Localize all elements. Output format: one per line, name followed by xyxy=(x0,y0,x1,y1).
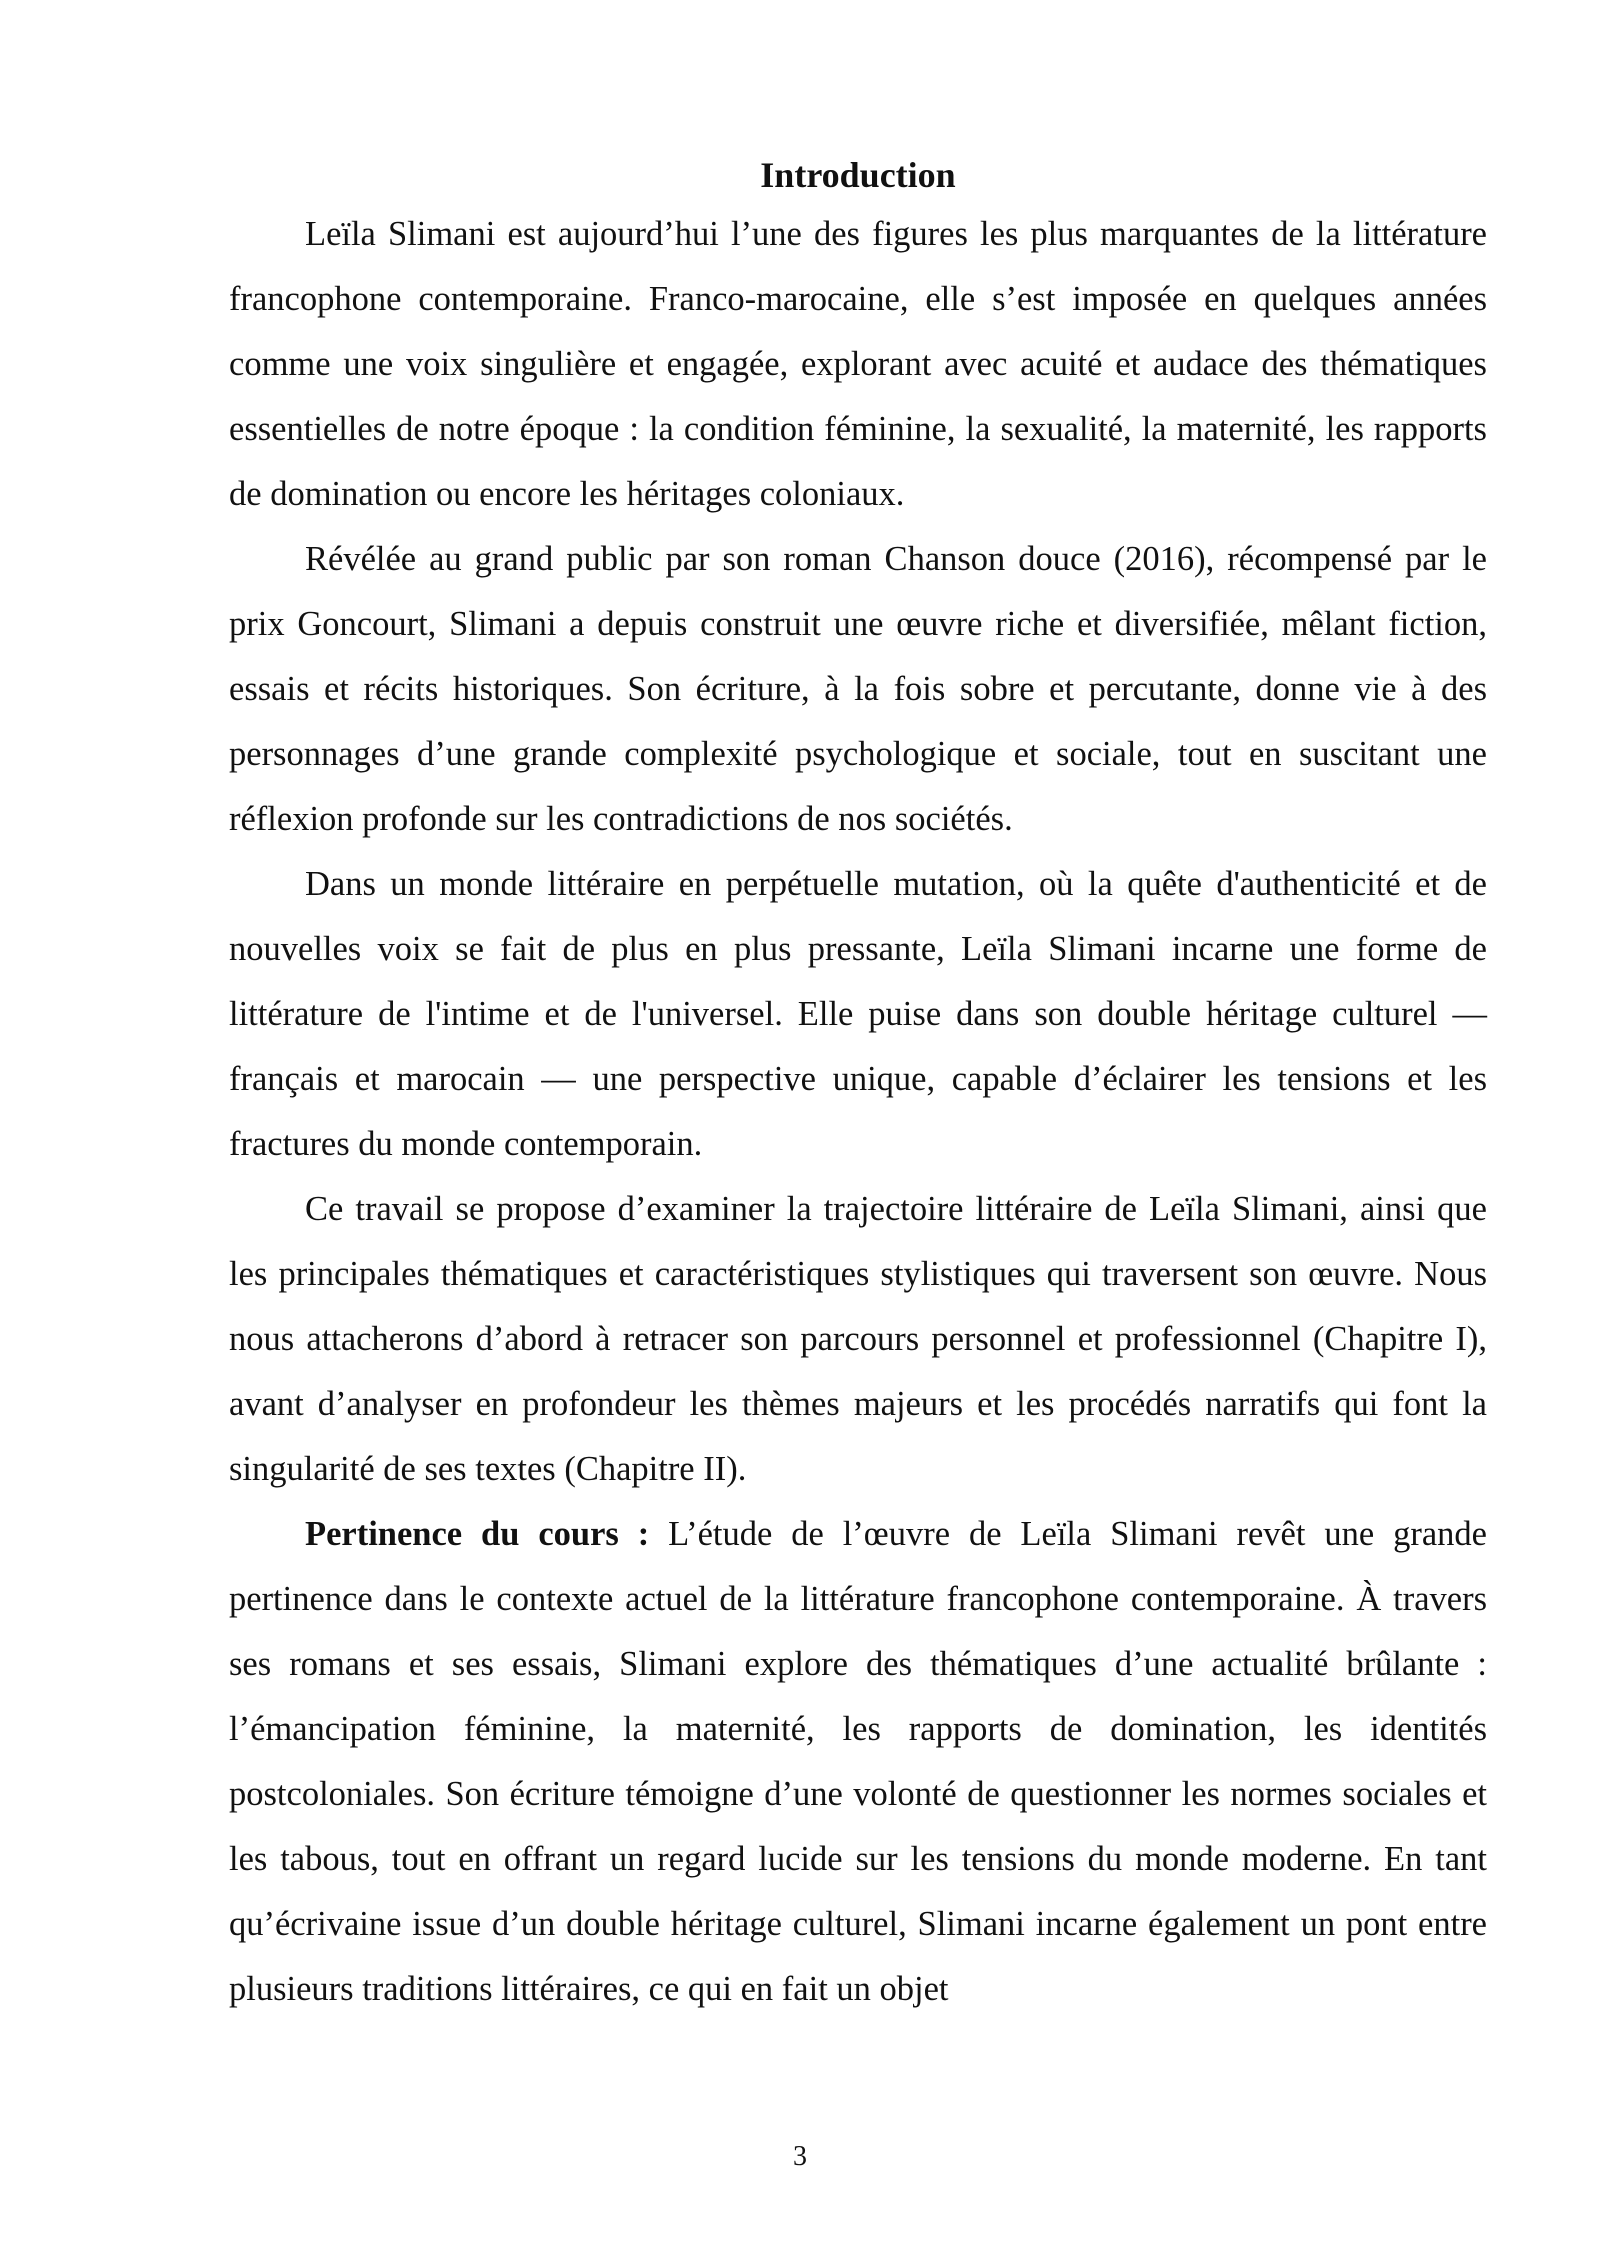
paragraph-5 xyxy=(229,1502,1487,2022)
paragraph-3-text: Dans un monde littéraire en perpétuelle mutation, où la quête d'authenticité et de nouvelles voix se fait de plus en plus pressante, Leïla Slimani incarne une forme de littérature de l'intime et de l'universel. Elle puise dans son double héritage culturel — français et marocain — une perspective unique, capable d’éclairer les tensions et les fractures du monde contemporain. xyxy=(229,865,1487,1163)
paragraph-3 xyxy=(229,852,1487,1177)
paragraph-1 xyxy=(229,202,1487,527)
page-number: 3 xyxy=(793,2141,807,2172)
paragraph-2 xyxy=(229,527,1487,852)
paragraph-5-text: L’étude de l’œuvre de Leïla Slimani revêt une grande pertinence dans le contexte actuel de la littérature francophone contemporaine. À travers ses romans et ses essais, Slimani explore des thématiques d’une actualité brûlante : l’émancipation féminine, la maternité, les rapports de domination, les identités postcoloniales. Son écriture témoigne d’une volonté de questionner les normes sociales et les tabous, tout en offrant un regard lucide sur les tensions du monde moderne. En tant qu’écrivaine issue d’un double héritage culturel, Slimani incarne également un pont entre plusieurs traditions littéraires, ce qui en fait un objet xyxy=(229,1515,1487,2008)
paragraph-5-lead: Pertinence du cours : xyxy=(305,1515,650,1553)
paragraph-1-text: Leïla Slimani est aujourd’hui l’une des figures les plus marquantes de la littérature francophone contemporaine. Franco-marocaine, elle s’est imposée en quelques années comme une voix singulière et engagée, explorant avec acuité et audace des thématiques essentielles de notre époque : la condition féminine, la sexualité, la maternité, les rapports de domination ou encore les héritages coloniaux. xyxy=(229,215,1487,513)
page-title: Introduction xyxy=(760,155,956,195)
page-body xyxy=(229,148,1487,2022)
paragraph-4-text: Ce travail se propose d’examiner la trajectoire littéraire de Leïla Slimani, ainsi que les principales thématiques et caractéristiques stylistiques qui traversent son œuvre. Nous nous attacherons d’abord à retracer son parcours personnel et professionnel (Chapitre I), avant d’analyser en profondeur les thèmes majeurs et les procédés narratifs qui font la singularité de ses textes (Chapitre II). xyxy=(229,1190,1487,1488)
paragraph-2-text: Révélée au grand public par son roman Chanson douce (2016), récompensé par le prix Goncourt, Slimani a depuis construit une œuvre riche et diversifiée, mêlant fiction, essais et récits historiques. Son écriture, à la fois sobre et percutante, donne vie à des personnages d’une grande complexité psychologique et sociale, tout en suscitant une réflexion profonde sur les contradictions de nos sociétés. xyxy=(229,540,1487,838)
paragraph-4 xyxy=(229,1177,1487,1502)
